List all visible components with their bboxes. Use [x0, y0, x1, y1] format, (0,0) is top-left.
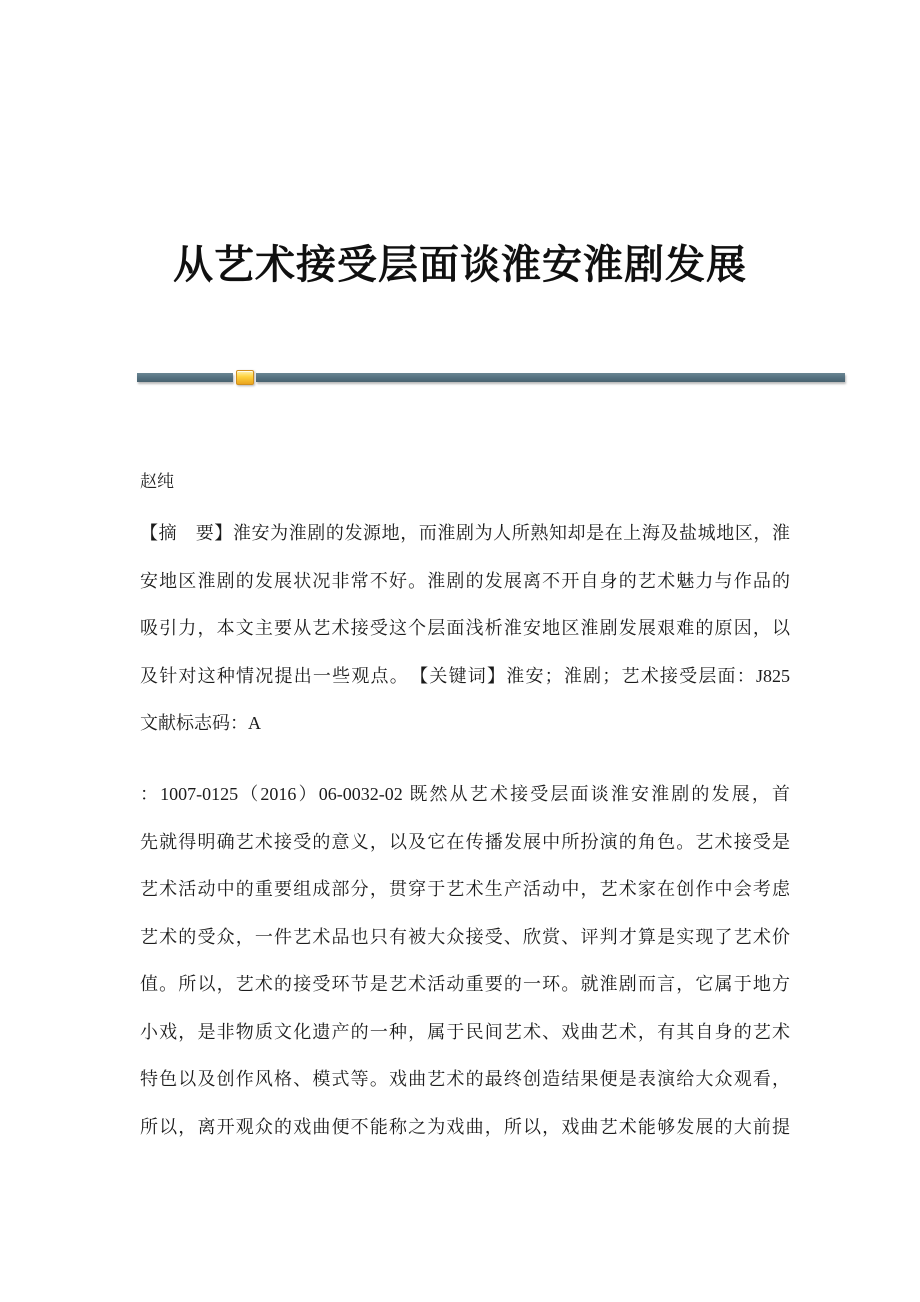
text-line: 艺术活动中的重要组成部分，贯穿于艺术生产活动中，艺术家在创作中会考虑 [140, 879, 790, 899]
text-line: 值。所以，艺术的接受环节是艺术活动重要的一环。就淮剧而言，它属于地方 [140, 974, 790, 994]
text-line: 先就得明确艺术接受的意义，以及它在传播发展中所扮演的角色。艺术接受是 [140, 831, 790, 852]
body-paragraph [140, 771, 790, 1151]
text-line: 安地区淮剧的发展状况非常不好。淮剧的发展离不开自身的艺术魅力与作品的 [140, 570, 790, 591]
title-divider [137, 370, 847, 385]
text-line: 特色以及创作风格、模式等。戏曲艺术的最终创造结果便是表演给大众观看， [140, 1069, 790, 1089]
divider-bar-right [256, 373, 845, 382]
text-line: 文献标志码：A [140, 713, 261, 733]
gold-badge-icon [236, 370, 254, 385]
author-name: 赵纯 [140, 472, 174, 491]
text-line: 【摘 要】淮安为淮剧的发源地，而淮剧为人所熟知却是在上海及盐城地区，淮 [140, 523, 790, 543]
text-line: ：1007-0125（2016）06-0032-02 既然从艺术接受层面谈淮安淮剧的发展，首 [140, 784, 790, 804]
text-line: 艺术的受众，一件艺术品也只有被大众接受、欣赏、评判才算是实现了艺术价 [140, 926, 790, 947]
page-title: 从艺术接受层面谈淮安淮剧发展 [173, 241, 747, 287]
text-line: 及针对这种情况提出一些观点。 【关键词】淮安；淮剧；艺术接受层面：J825 [140, 665, 790, 686]
abstract-paragraph [140, 510, 790, 748]
divider-bar-left [137, 373, 233, 382]
text-line: 所以，离开观众的戏曲便不能称之为戏曲，所以，戏曲艺术能够发展的大前提 [140, 1116, 790, 1137]
text-line: 小戏，是非物质文化遗产的一种，属于民间艺术、戏曲艺术，有其自身的艺术 [140, 1021, 790, 1042]
text-line: 吸引力，本文主要从艺术接受这个层面浅析淮安地区淮剧发展艰难的原因，以 [140, 618, 790, 638]
